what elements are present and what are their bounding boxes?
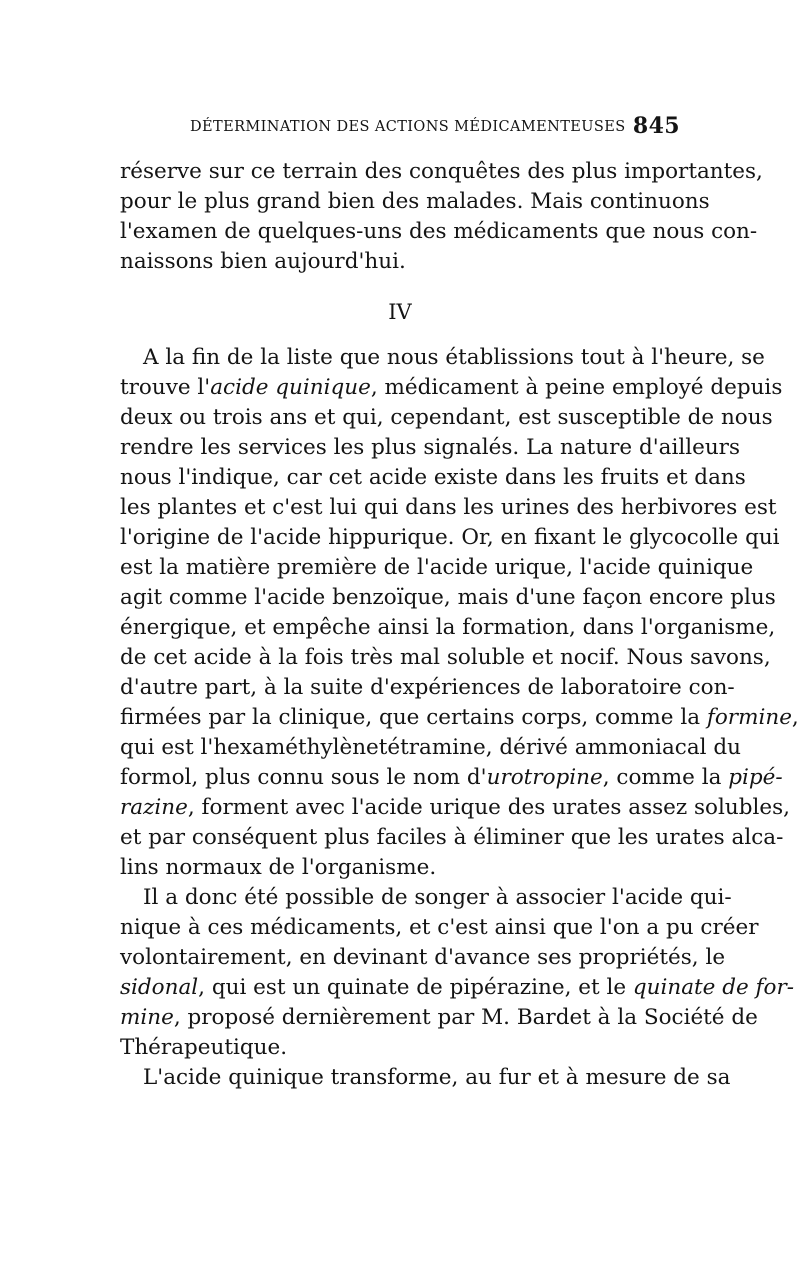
text-line: sidonal, qui est un quinate de pipérazine, et le quinate de for- <box>120 975 795 1000</box>
text-line: formol, plus connu sous le nom d'urotropine, comme la pipé- <box>120 765 783 790</box>
text-line: A la fin de la liste que nous établissions tout à l'heure, se <box>143 345 765 370</box>
running-header <box>190 113 690 141</box>
text-line: l'examen de quelques-uns des médicaments que nous con- <box>120 219 758 244</box>
text-line: réserve sur ce terrain des conquêtes des plus importantes, <box>120 159 763 184</box>
text-line: volontairement, en devinant d'avance ses propriétés, le <box>120 945 726 970</box>
text-line: Thérapeutique. <box>120 1035 288 1060</box>
text-line: d'autre part, à la suite d'expériences de laboratoire con- <box>120 675 735 700</box>
text-line: naissons bien aujourd'hui. <box>120 249 406 274</box>
text-line: les plantes et c'est lui qui dans les urines des herbivores est <box>120 495 777 520</box>
text-line: est la matière première de l'acide urique, l'acide quinique <box>120 555 754 580</box>
text-line: nous l'indique, car cet acide existe dans les fruits et dans <box>120 465 746 490</box>
section-heading: IV <box>388 300 412 324</box>
text-line: nique à ces médicaments, et c'est ainsi que l'on a pu créer <box>120 915 759 940</box>
text-line: pour le plus grand bien des malades. Mais continuons <box>120 189 710 214</box>
text-line: mine, proposé dernièrement par M. Bardet à la Société de <box>120 1005 758 1030</box>
text-line: L'acide quinique transforme, au fur et à mesure de sa <box>143 1065 731 1090</box>
page-number: 845 <box>632 113 680 139</box>
text-line: agit comme l'acide benzoïque, mais d'une façon encore plus <box>120 585 776 610</box>
text-line: l'origine de l'acide hippurique. Or, en fixant le glycocolle qui <box>120 525 780 550</box>
text-line: énergique, et empêche ainsi la formation, dans l'organisme, <box>120 615 776 640</box>
text-line: deux ou trois ans et qui, cependant, est susceptible de nous <box>120 405 773 430</box>
running-header-title: DÉTERMINATION DES ACTIONS MÉDICAMENTEUSES <box>190 119 626 135</box>
text-line: Il a donc été possible de songer à associer l'acide qui- <box>143 885 732 910</box>
text-line: razine, forment avec l'acide urique des urates assez solubles, <box>120 795 790 820</box>
text-line: firmées par la clinique, que certains corps, comme la formine, <box>120 705 799 730</box>
text-line: et par conséquent plus faciles à éliminer que les urates alca- <box>120 825 784 850</box>
text-line: de cet acide à la fois très mal soluble et nocif. Nous savons, <box>120 645 771 670</box>
text-line: rendre les services les plus signalés. La nature d'ailleurs <box>120 435 740 460</box>
text-line: qui est l'hexaméthylènetétramine, dérivé ammoniacal du <box>120 735 741 760</box>
text-line: lins normaux de l'organisme. <box>120 855 437 880</box>
text-line: trouve l'acide quinique, médicament à peine employé depuis <box>120 375 783 400</box>
